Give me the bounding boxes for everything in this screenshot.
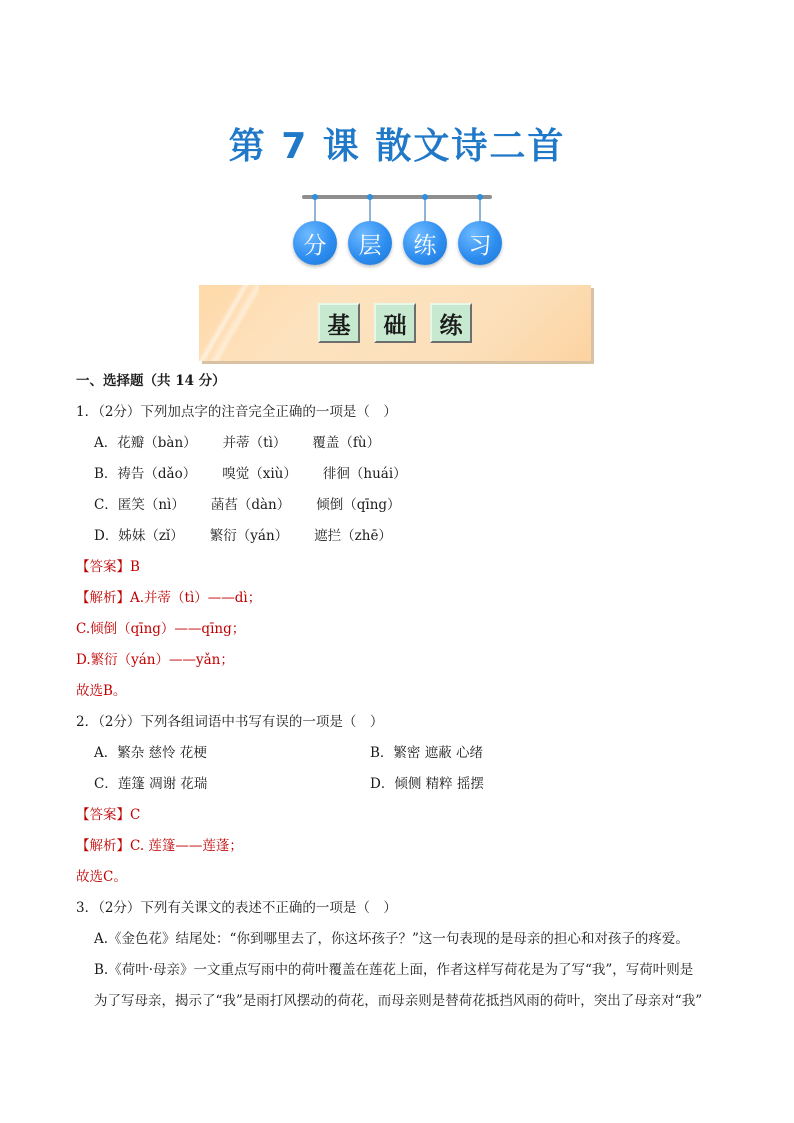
- section-heading: 一、选择题（共 14 分）: [76, 373, 226, 389]
- banner-tile: 练: [430, 303, 472, 343]
- option-item: C．匿笑（nì）: [94, 497, 185, 513]
- question-3-stem: 3．（2分）下列有关课文的表述不正确的一项是（ ）: [76, 900, 397, 916]
- question-1-option-a: [76, 428, 726, 459]
- question-2-option-c: C．莲篷 凋谢 花瑞: [94, 776, 208, 792]
- option-item: 倾倒（qīng）: [316, 497, 401, 513]
- option-item: 覆盖（fù）: [312, 435, 381, 451]
- analysis-line: D.繁衍（yán）——yǎn；: [76, 652, 234, 668]
- analysis-line: 故选C。: [76, 869, 127, 885]
- bubble-ceng: 层: [348, 221, 392, 265]
- banner-tile: 基: [318, 303, 360, 343]
- question-1-option-b: [76, 459, 726, 490]
- question-2-analysis: [76, 831, 726, 862]
- answer-label: 【答案】: [76, 807, 130, 823]
- page-title: 第 7 课 散文诗二首: [228, 126, 566, 167]
- section-banner: [199, 285, 591, 361]
- bubble-fen: 分: [293, 221, 337, 265]
- option-item: 遮拦（zhē）: [314, 528, 392, 544]
- analysis-line: C. 莲篷——莲蓬；: [130, 838, 243, 854]
- banner-tile: 础: [374, 303, 416, 343]
- option-item: 菡萏（dàn）: [210, 497, 291, 513]
- analysis-line: C.倾倒（qīng）——qīng；: [76, 621, 246, 637]
- question-3-option-a: A.《金色花》结尾处：“你到哪里去了，你这坏孩子？”这一句表现的是母亲的担心和对孩子的疼爱。: [94, 931, 689, 947]
- question-2-stem: 2．（2分）下列各组词语中书写有误的一项是（ ）: [76, 714, 384, 730]
- question-1-stem: 1．（2分）下列加点字的注音完全正确的一项是（ ）: [76, 404, 397, 420]
- question-1-option-d: [76, 521, 726, 552]
- option-item: 徘徊（huái）: [322, 466, 407, 482]
- banner-tiles: [199, 303, 591, 343]
- question-2-option-a: A．繁杂 慈怜 花梗: [94, 745, 207, 761]
- exercise-content: [76, 366, 726, 1017]
- answer-label: 【答案】: [76, 559, 130, 575]
- question-2-answer: [76, 800, 726, 831]
- answer-value: C: [130, 807, 141, 823]
- option-item: 并蒂（tì）: [222, 435, 287, 451]
- option-item: A．花瓣（bàn）: [94, 435, 197, 451]
- analysis-label: 【解析】: [76, 838, 130, 854]
- question-1-answer: [76, 552, 726, 583]
- question-3-option-b: B.《荷叶·母亲》一文重点写雨中的荷叶覆盖在莲花上面，作者这样写荷花是为了写“我”，写荷叶则是: [94, 962, 694, 978]
- option-item: 繁衍（yán）: [209, 528, 289, 544]
- question-2-options-row: [76, 738, 726, 769]
- question-1-analysis: [76, 583, 726, 614]
- question-2-option-b: B．繁密 遮蔽 心绪: [370, 745, 484, 761]
- analysis-line: A.并蒂（tì）——dì；: [130, 590, 262, 606]
- question-2-option-d: D．倾侧 精粹 摇摆: [370, 776, 484, 792]
- bubble-lian: 练: [403, 221, 447, 265]
- option-item: 嗅觉（xiù）: [222, 466, 297, 482]
- option-item: D．姊妹（zǐ）: [94, 528, 184, 544]
- bubble-xi: 习: [458, 221, 502, 265]
- question-3-option-b-cont: 为了写母亲，揭示了“我”是雨打风摆动的荷花，而母亲则是替荷花抵挡风雨的荷叶，突出了母亲对“我”: [94, 993, 703, 1009]
- question-2-options-row: [76, 769, 726, 800]
- question-1-option-c: [76, 490, 726, 521]
- analysis-line: 故选B。: [76, 683, 127, 699]
- analysis-label: 【解析】: [76, 590, 130, 606]
- option-item: B．祷告（dǎo）: [94, 466, 197, 482]
- hanger-bar: [302, 195, 492, 199]
- answer-value: B: [130, 559, 140, 575]
